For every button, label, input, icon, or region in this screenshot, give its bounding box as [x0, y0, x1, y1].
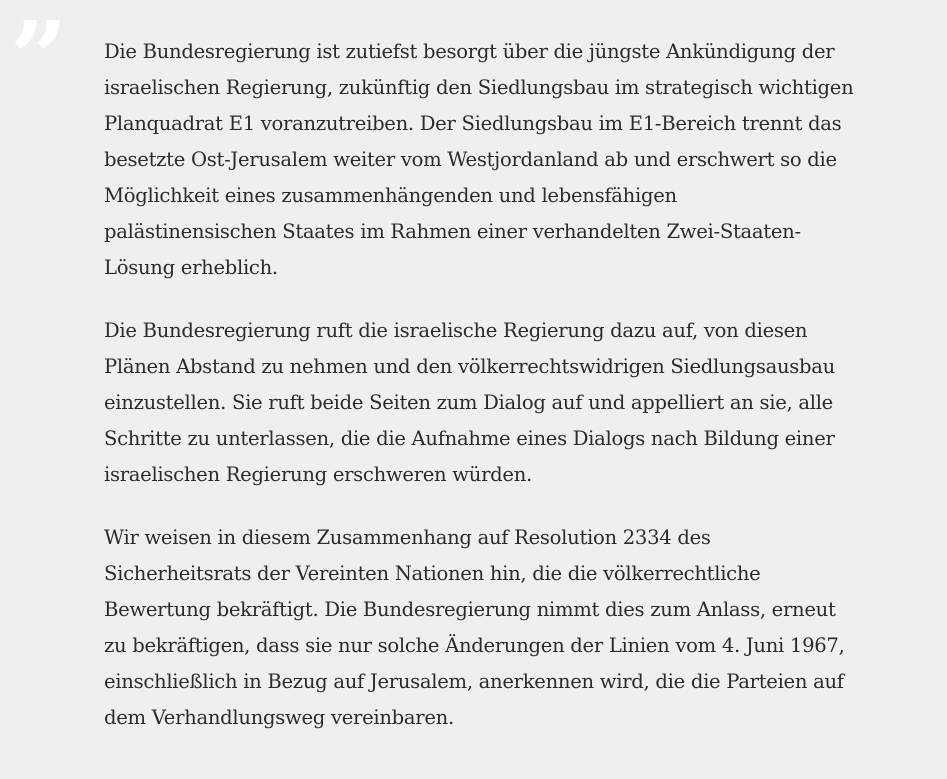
text-line: Planquadrat E1 voranzutreiben. Der Siedlungsbau im E1-Bereich trennt das	[104, 112, 842, 135]
paragraph-1	[104, 34, 904, 286]
text-line: israelischen Regierung, zukünftig den Siedlungsbau im strategisch wichtigen	[104, 76, 854, 99]
text-line: Die Bundesregierung ruft die israelische Regierung dazu auf, von diesen	[104, 319, 808, 342]
text-line: palästinensischen Staates im Rahmen einer verhandelten Zwei-Staaten-	[104, 220, 801, 243]
text-line: Die Bundesregierung ist zutiefst besorgt über die jüngste Ankündigung der	[104, 40, 835, 63]
text-line: Plänen Abstand zu nehmen und den völkerrechtswidrigen Siedlungsausbau	[104, 355, 835, 378]
paragraph-3	[104, 520, 904, 736]
text-line: Sicherheitsrats der Vereinten Nationen hin, die die völkerrechtliche	[104, 562, 761, 585]
text-line: Wir weisen in diesem Zusammenhang auf Resolution 2334 des	[104, 526, 711, 549]
text-line: zu bekräftigen, dass sie nur solche Änderungen der Linien vom 4. Juni 1967,	[104, 634, 845, 657]
text-line: dem Verhandlungsweg vereinbaren.	[104, 706, 454, 729]
quotation-mark-icon: ”	[10, 0, 68, 117]
text-line: Schritte zu unterlassen, die die Aufnahme eines Dialogs nach Bildung einer	[104, 427, 835, 450]
paragraph-2	[104, 313, 904, 493]
text-line: Möglichkeit eines zusammenhängenden und lebensfähigen	[104, 184, 677, 207]
text-line: israelischen Regierung erschweren würden.	[104, 463, 532, 486]
text-line: Bewertung bekräftigt. Die Bundesregierung nimmt dies zum Anlass, erneut	[104, 598, 836, 621]
quote-block	[104, 34, 904, 763]
text-line: Lösung erheblich.	[104, 256, 278, 279]
text-line: besetzte Ost-Jerusalem weiter vom Westjordanland ab und erschwert so die	[104, 148, 837, 171]
text-line: einschließlich in Bezug auf Jerusalem, anerkennen wird, die die Parteien auf	[104, 670, 844, 693]
text-line: einzustellen. Sie ruft beide Seiten zum Dialog auf und appelliert an sie, alle	[104, 391, 833, 414]
